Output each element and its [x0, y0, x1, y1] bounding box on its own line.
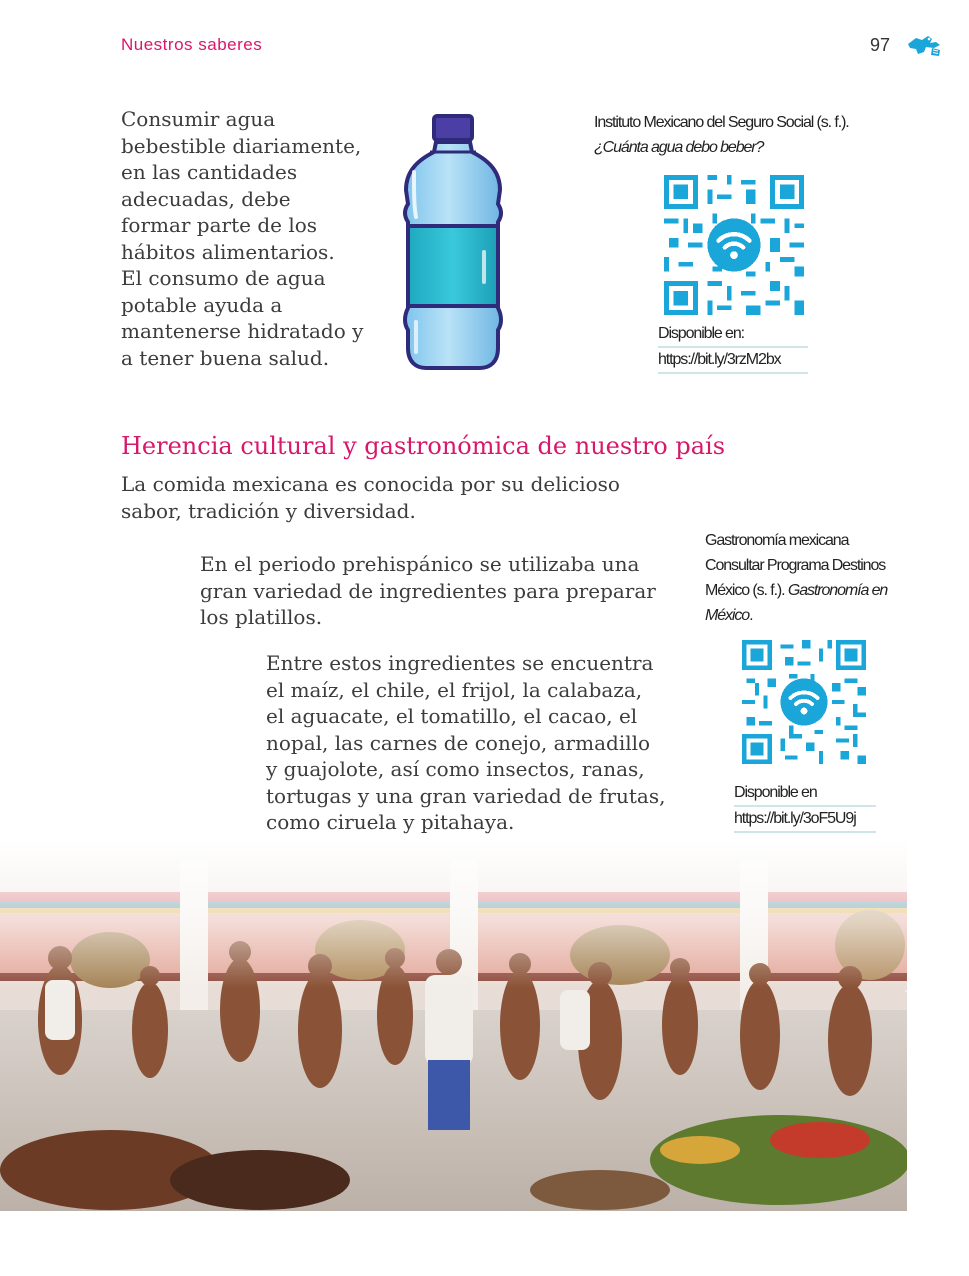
hand-bird-icon — [906, 30, 942, 60]
gastronomia-link[interactable]: https://bit.ly/3oF5U9j — [734, 807, 876, 833]
qr-code-icon[interactable] — [664, 175, 804, 315]
qr-code-icon[interactable] — [742, 640, 866, 764]
citation-gastronomia: Gastronomía mexicana Consultar Programa Destinos México (s. f.). Gastronomía en México. — [705, 532, 888, 624]
citation-gastronomia-availability — [734, 781, 876, 833]
page-number: 97 — [870, 35, 891, 55]
section-label: Nuestros saberes — [121, 35, 263, 54]
available-label: Disponible en: — [658, 322, 808, 348]
available-label: Disponible en — [734, 781, 876, 807]
ingredients-paragraph: Entre estos ingredientes se encuentra el maíz, el chile, el frijol, la calabaza, el aguacate, el tomatillo, el cacao, el nopal, las carnes de conejo, armadillo y guajolote, así como insectos, ranas, tortugas y una gran variedad de frutas, como ciruela y pitahaya. — [266, 651, 666, 834]
water-paragraph: Consumir agua bebestible diariamente, en las cantidades adecuadas, debe formar parte de los hábitos alimentarios. El consumo de agua potable ayuda a mantenerse hidratado y a tener buena salud. — [121, 107, 364, 370]
citation-imss: Instituto Mexicano del Seguro Social (s. f.). ¿Cuánta agua debo beber? — [594, 114, 849, 156]
prehispanic-market-image — [0, 840, 907, 1211]
prehispanic-paragraph: En el periodo prehispánico se utilizaba una gran variedad de ingredientes para preparar los platillos. — [200, 552, 656, 629]
imss-link[interactable]: https://bit.ly/3rzM2bx — [658, 348, 808, 374]
section-heading: Herencia cultural y gastronómica de nuestro país — [121, 432, 726, 460]
water-bottle-illustration — [400, 112, 506, 372]
intro-paragraph: La comida mexicana es conocida por su delicioso sabor, tradición y diversidad. — [121, 472, 620, 523]
citation-imss-availability — [658, 322, 808, 374]
